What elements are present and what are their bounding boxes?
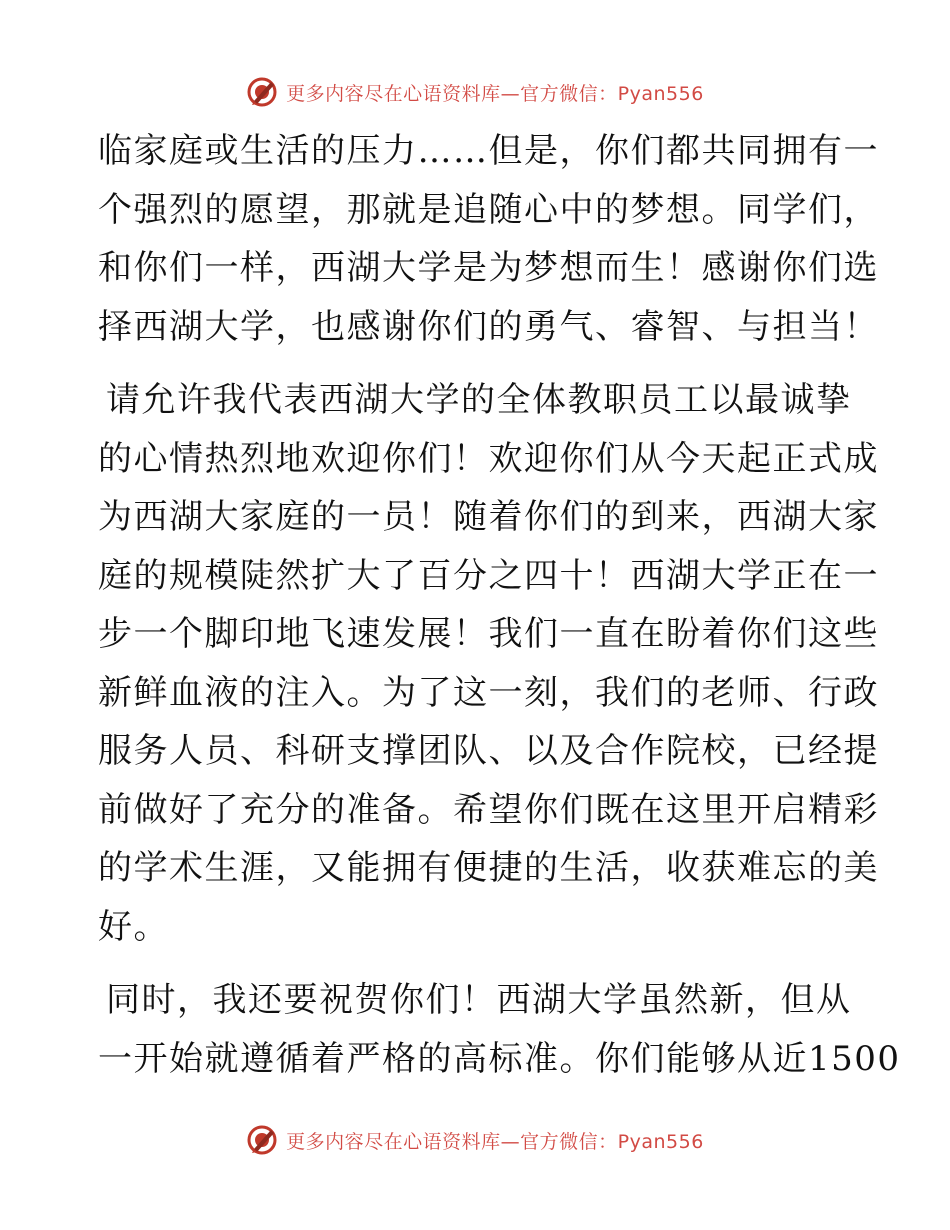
paragraph-3 <box>98 971 901 1088</box>
pen-circle-logo-icon <box>246 1124 278 1156</box>
footer-banner <box>0 1120 950 1160</box>
text-line: 为西湖大家庭的一员！随着你们的到来，西湖大家 <box>98 497 879 537</box>
text-line: 同时，我还要祝贺你们！西湖大学虽然新，但从 <box>106 980 852 1020</box>
banner-text <box>286 1127 704 1154</box>
text-line: 庭的规模陡然扩大了百分之四十！西湖大学正在一 <box>98 555 879 596</box>
document-body <box>98 122 901 1088</box>
text-line: 的心情热烈地欢迎你们！欢迎你们从今天起正式成 <box>98 438 879 479</box>
text-line: 择西湖大学，也感谢你们的勇气、睿智、与担当！ <box>98 306 879 347</box>
banner-wechat-id: Pyan556 <box>617 82 704 105</box>
pen-circle-logo-icon <box>246 76 278 108</box>
text-line: 个强烈的愿望，那就是追随心中的梦想。同学们， <box>98 189 879 230</box>
banner-text-cn: 更多内容尽在心语资料库—官方微信： <box>286 1130 618 1153</box>
text-line: 服务人员、科研支撑团队、以及合作院校，已经提 <box>98 731 879 771</box>
banner-wechat-id: Pyan556 <box>617 1130 704 1153</box>
text-line: 好。 <box>98 906 169 947</box>
text-line: 临家庭或生活的压力……但是，你们都共同拥有一 <box>98 131 879 171</box>
text-line: 和你们一样，西湖大学是为梦想而生！感谢你们选 <box>98 248 879 288</box>
text-line: 新鲜血液的注入。为了这一刻，我们的老师、行政 <box>98 672 879 713</box>
text-line: 请允许我代表西湖大学的全体教职员工以最诚挚 <box>106 380 852 420</box>
text-line: 的学术生涯，又能拥有便捷的生活，收获难忘的美 <box>98 848 879 888</box>
text-line: 前做好了充分的准备。希望你们既在这里开启精彩 <box>98 789 879 830</box>
header-banner <box>0 72 950 112</box>
paragraph-2 <box>98 371 879 956</box>
banner-text <box>286 79 704 106</box>
banner-text-cn: 更多内容尽在心语资料库—官方微信： <box>286 82 618 105</box>
text-line: 步一个脚印地飞速发展！我们一直在盼着你们这些 <box>98 614 879 654</box>
paragraph-1 <box>98 122 879 356</box>
text-line: 一开始就遵循着严格的高标准。你们能够从近1500 <box>98 1038 901 1079</box>
